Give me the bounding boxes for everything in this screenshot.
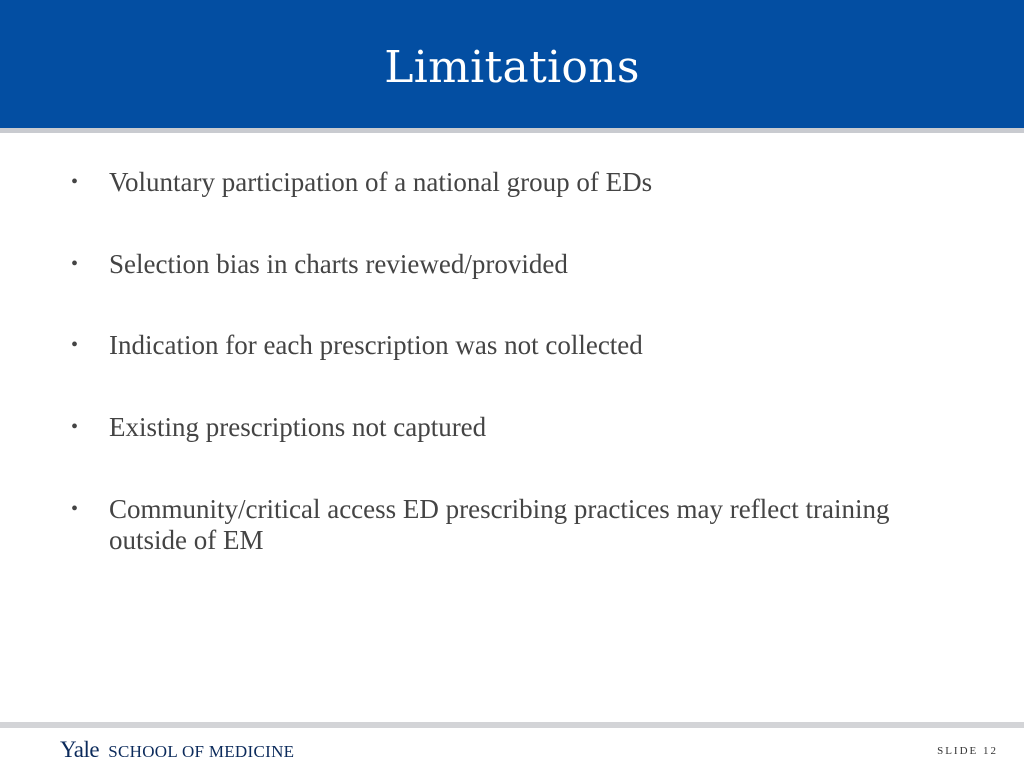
bullet-text: Community/critical access ED prescribing practices may reflect training outside of EM [109,494,890,555]
bullet-text: Indication for each prescription was not collected [109,330,643,360]
footer-divider [0,722,1024,728]
bullet-icon: • [71,498,79,520]
bullet-icon: • [71,334,79,356]
bullet-icon: • [71,171,79,193]
bullet-text: Existing prescriptions not captured [109,412,487,442]
bullet-icon: • [71,416,79,438]
bullet-text: Selection bias in charts reviewed/provided [109,249,568,279]
logo-school-wordmark: SCHOOL OF MEDICINE [108,742,295,761]
slide-number: SLIDE 12 [937,745,998,757]
yale-school-of-medicine-logo [60,735,294,765]
slide-title: Limitations [384,42,640,93]
bullet-text: Voluntary participation of a national group of EDs [109,167,653,197]
bullet-icon: • [71,253,79,275]
logo-yale-wordmark: Yale [60,737,100,762]
